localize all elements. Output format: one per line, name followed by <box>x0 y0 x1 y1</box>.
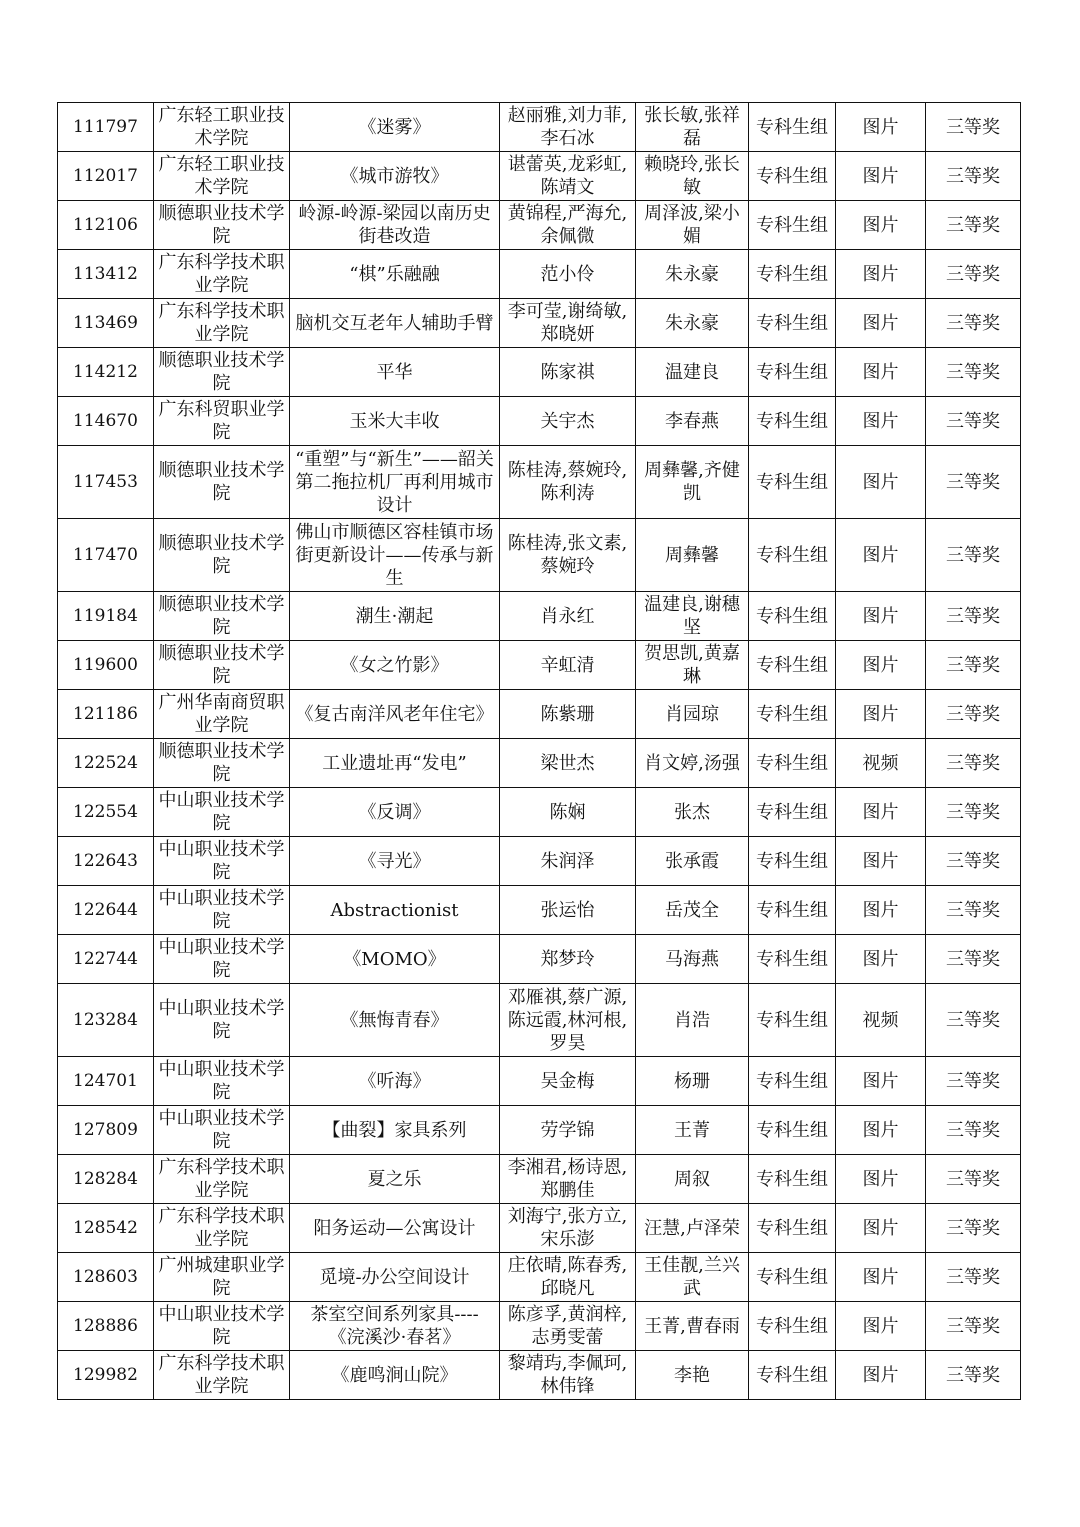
cell-award: 三等奖 <box>926 690 1021 739</box>
cell-work: 《复古南洋风老年住宅》 <box>290 690 500 739</box>
cell-category: 图片 <box>836 592 926 641</box>
cell-work: 《女之竹影》 <box>290 641 500 690</box>
award-table <box>57 102 1021 1400</box>
cell-category: 图片 <box>836 788 926 837</box>
cell-authors: 陈桂涛,张文素,蔡婉玲 <box>500 519 636 592</box>
cell-award: 三等奖 <box>926 201 1021 250</box>
cell-category: 图片 <box>836 152 926 201</box>
cell-school: 顺德职业技术学院 <box>154 348 290 397</box>
cell-award: 三等奖 <box>926 739 1021 788</box>
cell-work: 脑机交互老年人辅助手臂 <box>290 299 500 348</box>
cell-category: 图片 <box>836 103 926 152</box>
cell-id: 113412 <box>58 250 154 299</box>
cell-advisors: 李春燕 <box>636 397 749 446</box>
cell-work: 【曲裂】家具系列 <box>290 1106 500 1155</box>
cell-advisors: 温建良 <box>636 348 749 397</box>
cell-work: 《迷雾》 <box>290 103 500 152</box>
cell-authors: 李湘君,杨诗恩,郑鹏佳 <box>500 1155 636 1204</box>
cell-award: 三等奖 <box>926 1253 1021 1302</box>
cell-work: 《寻光》 <box>290 837 500 886</box>
cell-category: 图片 <box>836 348 926 397</box>
cell-award: 三等奖 <box>926 984 1021 1057</box>
cell-group: 专科生组 <box>749 1253 836 1302</box>
cell-award: 三等奖 <box>926 592 1021 641</box>
cell-award: 三等奖 <box>926 519 1021 592</box>
cell-id: 111797 <box>58 103 154 152</box>
table-row <box>58 935 1021 984</box>
cell-advisors: 王佳靓,兰兴武 <box>636 1253 749 1302</box>
cell-school: 广东轻工职业技术学院 <box>154 103 290 152</box>
cell-school: 顺德职业技术学院 <box>154 519 290 592</box>
cell-group: 专科生组 <box>749 250 836 299</box>
cell-group: 专科生组 <box>749 935 836 984</box>
cell-work: 《城市游牧》 <box>290 152 500 201</box>
cell-authors: 梁世杰 <box>500 739 636 788</box>
cell-advisors: 汪慧,卢泽荣 <box>636 1204 749 1253</box>
cell-award: 三等奖 <box>926 348 1021 397</box>
cell-work: 潮生·潮起 <box>290 592 500 641</box>
table-row <box>58 1351 1021 1400</box>
cell-authors: 朱润泽 <box>500 837 636 886</box>
cell-advisors: 贺思凯,黄嘉琳 <box>636 641 749 690</box>
cell-authors: 陈家祺 <box>500 348 636 397</box>
cell-group: 专科生组 <box>749 1106 836 1155</box>
table-row <box>58 592 1021 641</box>
cell-group: 专科生组 <box>749 739 836 788</box>
cell-id: 128603 <box>58 1253 154 1302</box>
cell-award: 三等奖 <box>926 152 1021 201</box>
cell-work: 佛山市顺德区容桂镇市场街更新设计——传承与新生 <box>290 519 500 592</box>
cell-award: 三等奖 <box>926 935 1021 984</box>
cell-authors: 范小伶 <box>500 250 636 299</box>
table-row <box>58 299 1021 348</box>
cell-advisors: 周叙 <box>636 1155 749 1204</box>
table-row <box>58 886 1021 935</box>
cell-work: 觅境-办公空间设计 <box>290 1253 500 1302</box>
cell-award: 三等奖 <box>926 1351 1021 1400</box>
table-row <box>58 250 1021 299</box>
cell-advisors: 马海燕 <box>636 935 749 984</box>
cell-id: 124701 <box>58 1057 154 1106</box>
table-row <box>58 519 1021 592</box>
cell-work: 《鹿鸣涧山院》 <box>290 1351 500 1400</box>
cell-award: 三等奖 <box>926 103 1021 152</box>
cell-category: 图片 <box>836 935 926 984</box>
table-row <box>58 1155 1021 1204</box>
cell-work: 茶室空间系列家具----《浣溪沙·春茗》 <box>290 1302 500 1351</box>
table-row <box>58 1204 1021 1253</box>
cell-group: 专科生组 <box>749 348 836 397</box>
cell-group: 专科生组 <box>749 397 836 446</box>
cell-authors: 关宇杰 <box>500 397 636 446</box>
cell-work: 平华 <box>290 348 500 397</box>
cell-advisors: 肖园琼 <box>636 690 749 739</box>
cell-authors: 吴金梅 <box>500 1057 636 1106</box>
cell-id: 128886 <box>58 1302 154 1351</box>
cell-category: 图片 <box>836 299 926 348</box>
cell-group: 专科生组 <box>749 1057 836 1106</box>
cell-id: 123284 <box>58 984 154 1057</box>
cell-advisors: 张承霞 <box>636 837 749 886</box>
cell-advisors: 李艳 <box>636 1351 749 1400</box>
table-row <box>58 1057 1021 1106</box>
table-row <box>58 446 1021 519</box>
cell-school: 顺德职业技术学院 <box>154 201 290 250</box>
cell-work: Abstractionist <box>290 886 500 935</box>
cell-school: 中山职业技术学院 <box>154 1302 290 1351</box>
cell-id: 112017 <box>58 152 154 201</box>
cell-school: 中山职业技术学院 <box>154 788 290 837</box>
cell-authors: 谌蕾英,龙彩虹,陈靖文 <box>500 152 636 201</box>
cell-authors: 赵丽雅,刘力菲,李石冰 <box>500 103 636 152</box>
cell-award: 三等奖 <box>926 250 1021 299</box>
cell-group: 专科生组 <box>749 788 836 837</box>
cell-group: 专科生组 <box>749 690 836 739</box>
cell-school: 顺德职业技术学院 <box>154 446 290 519</box>
cell-award: 三等奖 <box>926 299 1021 348</box>
table-row <box>58 788 1021 837</box>
cell-authors: 郑梦玲 <box>500 935 636 984</box>
cell-id: 117453 <box>58 446 154 519</box>
cell-category: 图片 <box>836 1106 926 1155</box>
cell-work: 夏之乐 <box>290 1155 500 1204</box>
cell-authors: 肖永红 <box>500 592 636 641</box>
cell-category: 视频 <box>836 739 926 788</box>
cell-id: 128542 <box>58 1204 154 1253</box>
cell-work: “棋”乐融融 <box>290 250 500 299</box>
cell-group: 专科生组 <box>749 1302 836 1351</box>
cell-advisors: 温建良,谢穗坚 <box>636 592 749 641</box>
cell-group: 专科生组 <box>749 1155 836 1204</box>
cell-category: 图片 <box>836 201 926 250</box>
cell-id: 122644 <box>58 886 154 935</box>
cell-authors: 张运怡 <box>500 886 636 935</box>
cell-authors: 劳学锦 <box>500 1106 636 1155</box>
cell-work: 岭源-岭源-梁园以南历史街巷改造 <box>290 201 500 250</box>
cell-category: 图片 <box>836 641 926 690</box>
cell-advisors: 周泽波,梁小媚 <box>636 201 749 250</box>
cell-advisors: 赖晓玲,张长敏 <box>636 152 749 201</box>
table-row <box>58 739 1021 788</box>
cell-school: 广东科学技术职业学院 <box>154 250 290 299</box>
table-row <box>58 103 1021 152</box>
cell-category: 图片 <box>836 1204 926 1253</box>
cell-category: 图片 <box>836 519 926 592</box>
cell-id: 122554 <box>58 788 154 837</box>
cell-id: 128284 <box>58 1155 154 1204</box>
cell-work: 阳务运动—公寓设计 <box>290 1204 500 1253</box>
cell-authors: 黎靖玙,李佩珂,林伟锋 <box>500 1351 636 1400</box>
table-row <box>58 837 1021 886</box>
table-row <box>58 201 1021 250</box>
cell-category: 图片 <box>836 837 926 886</box>
cell-school: 广州城建职业学院 <box>154 1253 290 1302</box>
cell-advisors: 肖文婷,汤强 <box>636 739 749 788</box>
cell-group: 专科生组 <box>749 1351 836 1400</box>
cell-advisors: 张长敏,张祥磊 <box>636 103 749 152</box>
cell-award: 三等奖 <box>926 1057 1021 1106</box>
cell-school: 中山职业技术学院 <box>154 1106 290 1155</box>
cell-authors: 陈娴 <box>500 788 636 837</box>
cell-category: 图片 <box>836 446 926 519</box>
cell-id: 129982 <box>58 1351 154 1400</box>
cell-school: 广东科学技术职业学院 <box>154 1351 290 1400</box>
cell-id: 112106 <box>58 201 154 250</box>
cell-award: 三等奖 <box>926 1302 1021 1351</box>
cell-advisors: 杨珊 <box>636 1057 749 1106</box>
cell-advisors: 周彝馨 <box>636 519 749 592</box>
cell-id: 122524 <box>58 739 154 788</box>
cell-authors: 邓雁祺,蔡广源,陈远霞,林河根,罗昊 <box>500 984 636 1057</box>
cell-school: 中山职业技术学院 <box>154 886 290 935</box>
cell-id: 113469 <box>58 299 154 348</box>
cell-award: 三等奖 <box>926 886 1021 935</box>
cell-school: 顺德职业技术学院 <box>154 592 290 641</box>
cell-school: 广东科学技术职业学院 <box>154 1204 290 1253</box>
cell-work: 《听海》 <box>290 1057 500 1106</box>
cell-advisors: 岳茂全 <box>636 886 749 935</box>
cell-authors: 李可莹,谢绮敏,郑晓妍 <box>500 299 636 348</box>
cell-group: 专科生组 <box>749 641 836 690</box>
cell-award: 三等奖 <box>926 1155 1021 1204</box>
cell-id: 119600 <box>58 641 154 690</box>
cell-work: 《無悔青春》 <box>290 984 500 1057</box>
cell-id: 127809 <box>58 1106 154 1155</box>
cell-category: 图片 <box>836 1057 926 1106</box>
cell-school: 广东科学技术职业学院 <box>154 1155 290 1204</box>
cell-authors: 刘海宁,张方立,宋乐澎 <box>500 1204 636 1253</box>
cell-school: 中山职业技术学院 <box>154 1057 290 1106</box>
cell-group: 专科生组 <box>749 592 836 641</box>
table-row <box>58 1253 1021 1302</box>
cell-work: 《MOMO》 <box>290 935 500 984</box>
cell-id: 117470 <box>58 519 154 592</box>
cell-work: 《反调》 <box>290 788 500 837</box>
cell-authors: 辛虹清 <box>500 641 636 690</box>
cell-advisors: 朱永豪 <box>636 250 749 299</box>
cell-school: 中山职业技术学院 <box>154 984 290 1057</box>
cell-award: 三等奖 <box>926 641 1021 690</box>
cell-authors: 庄依晴,陈春秀,邱晓凡 <box>500 1253 636 1302</box>
cell-id: 114212 <box>58 348 154 397</box>
cell-school: 顺德职业技术学院 <box>154 641 290 690</box>
cell-group: 专科生组 <box>749 103 836 152</box>
table-row <box>58 348 1021 397</box>
cell-authors: 陈桂涛,蔡婉玲,陈利涛 <box>500 446 636 519</box>
table-row <box>58 641 1021 690</box>
cell-category: 图片 <box>836 1302 926 1351</box>
cell-school: 中山职业技术学院 <box>154 935 290 984</box>
cell-authors: 陈彦孚,黄润梓,志勇雯蕾 <box>500 1302 636 1351</box>
cell-authors: 黄锦程,严海允,余佩微 <box>500 201 636 250</box>
cell-group: 专科生组 <box>749 1204 836 1253</box>
cell-work: 玉米大丰收 <box>290 397 500 446</box>
cell-school: 顺德职业技术学院 <box>154 739 290 788</box>
cell-group: 专科生组 <box>749 446 836 519</box>
cell-award: 三等奖 <box>926 1106 1021 1155</box>
table-row <box>58 984 1021 1057</box>
cell-advisors: 肖浩 <box>636 984 749 1057</box>
cell-category: 视频 <box>836 984 926 1057</box>
cell-category: 图片 <box>836 886 926 935</box>
table-row <box>58 152 1021 201</box>
cell-advisors: 张杰 <box>636 788 749 837</box>
cell-advisors: 王菁,曹春雨 <box>636 1302 749 1351</box>
table-row <box>58 1106 1021 1155</box>
cell-school: 广东轻工职业技术学院 <box>154 152 290 201</box>
cell-id: 121186 <box>58 690 154 739</box>
cell-group: 专科生组 <box>749 519 836 592</box>
cell-work: “重塑”与“新生”——韶关第二拖拉机厂再利用城市设计 <box>290 446 500 519</box>
cell-authors: 陈紫珊 <box>500 690 636 739</box>
cell-category: 图片 <box>836 397 926 446</box>
cell-group: 专科生组 <box>749 886 836 935</box>
cell-category: 图片 <box>836 690 926 739</box>
cell-group: 专科生组 <box>749 837 836 886</box>
cell-id: 114670 <box>58 397 154 446</box>
cell-school: 广东科学技术职业学院 <box>154 299 290 348</box>
cell-id: 122744 <box>58 935 154 984</box>
cell-category: 图片 <box>836 250 926 299</box>
cell-category: 图片 <box>836 1253 926 1302</box>
table-row <box>58 1302 1021 1351</box>
cell-id: 122643 <box>58 837 154 886</box>
cell-award: 三等奖 <box>926 446 1021 519</box>
cell-id: 119184 <box>58 592 154 641</box>
cell-advisors: 周彝馨,齐健凯 <box>636 446 749 519</box>
cell-category: 图片 <box>836 1155 926 1204</box>
cell-work: 工业遗址再“发电” <box>290 739 500 788</box>
cell-group: 专科生组 <box>749 299 836 348</box>
table-row <box>58 397 1021 446</box>
cell-award: 三等奖 <box>926 788 1021 837</box>
cell-school: 广州华南商贸职业学院 <box>154 690 290 739</box>
cell-group: 专科生组 <box>749 201 836 250</box>
cell-category: 图片 <box>836 1351 926 1400</box>
cell-advisors: 王菁 <box>636 1106 749 1155</box>
table-row <box>58 690 1021 739</box>
cell-award: 三等奖 <box>926 837 1021 886</box>
cell-group: 专科生组 <box>749 152 836 201</box>
cell-award: 三等奖 <box>926 1204 1021 1253</box>
cell-advisors: 朱永豪 <box>636 299 749 348</box>
cell-school: 中山职业技术学院 <box>154 837 290 886</box>
table-body <box>58 103 1021 1400</box>
cell-award: 三等奖 <box>926 397 1021 446</box>
cell-group: 专科生组 <box>749 984 836 1057</box>
cell-school: 广东科贸职业学院 <box>154 397 290 446</box>
